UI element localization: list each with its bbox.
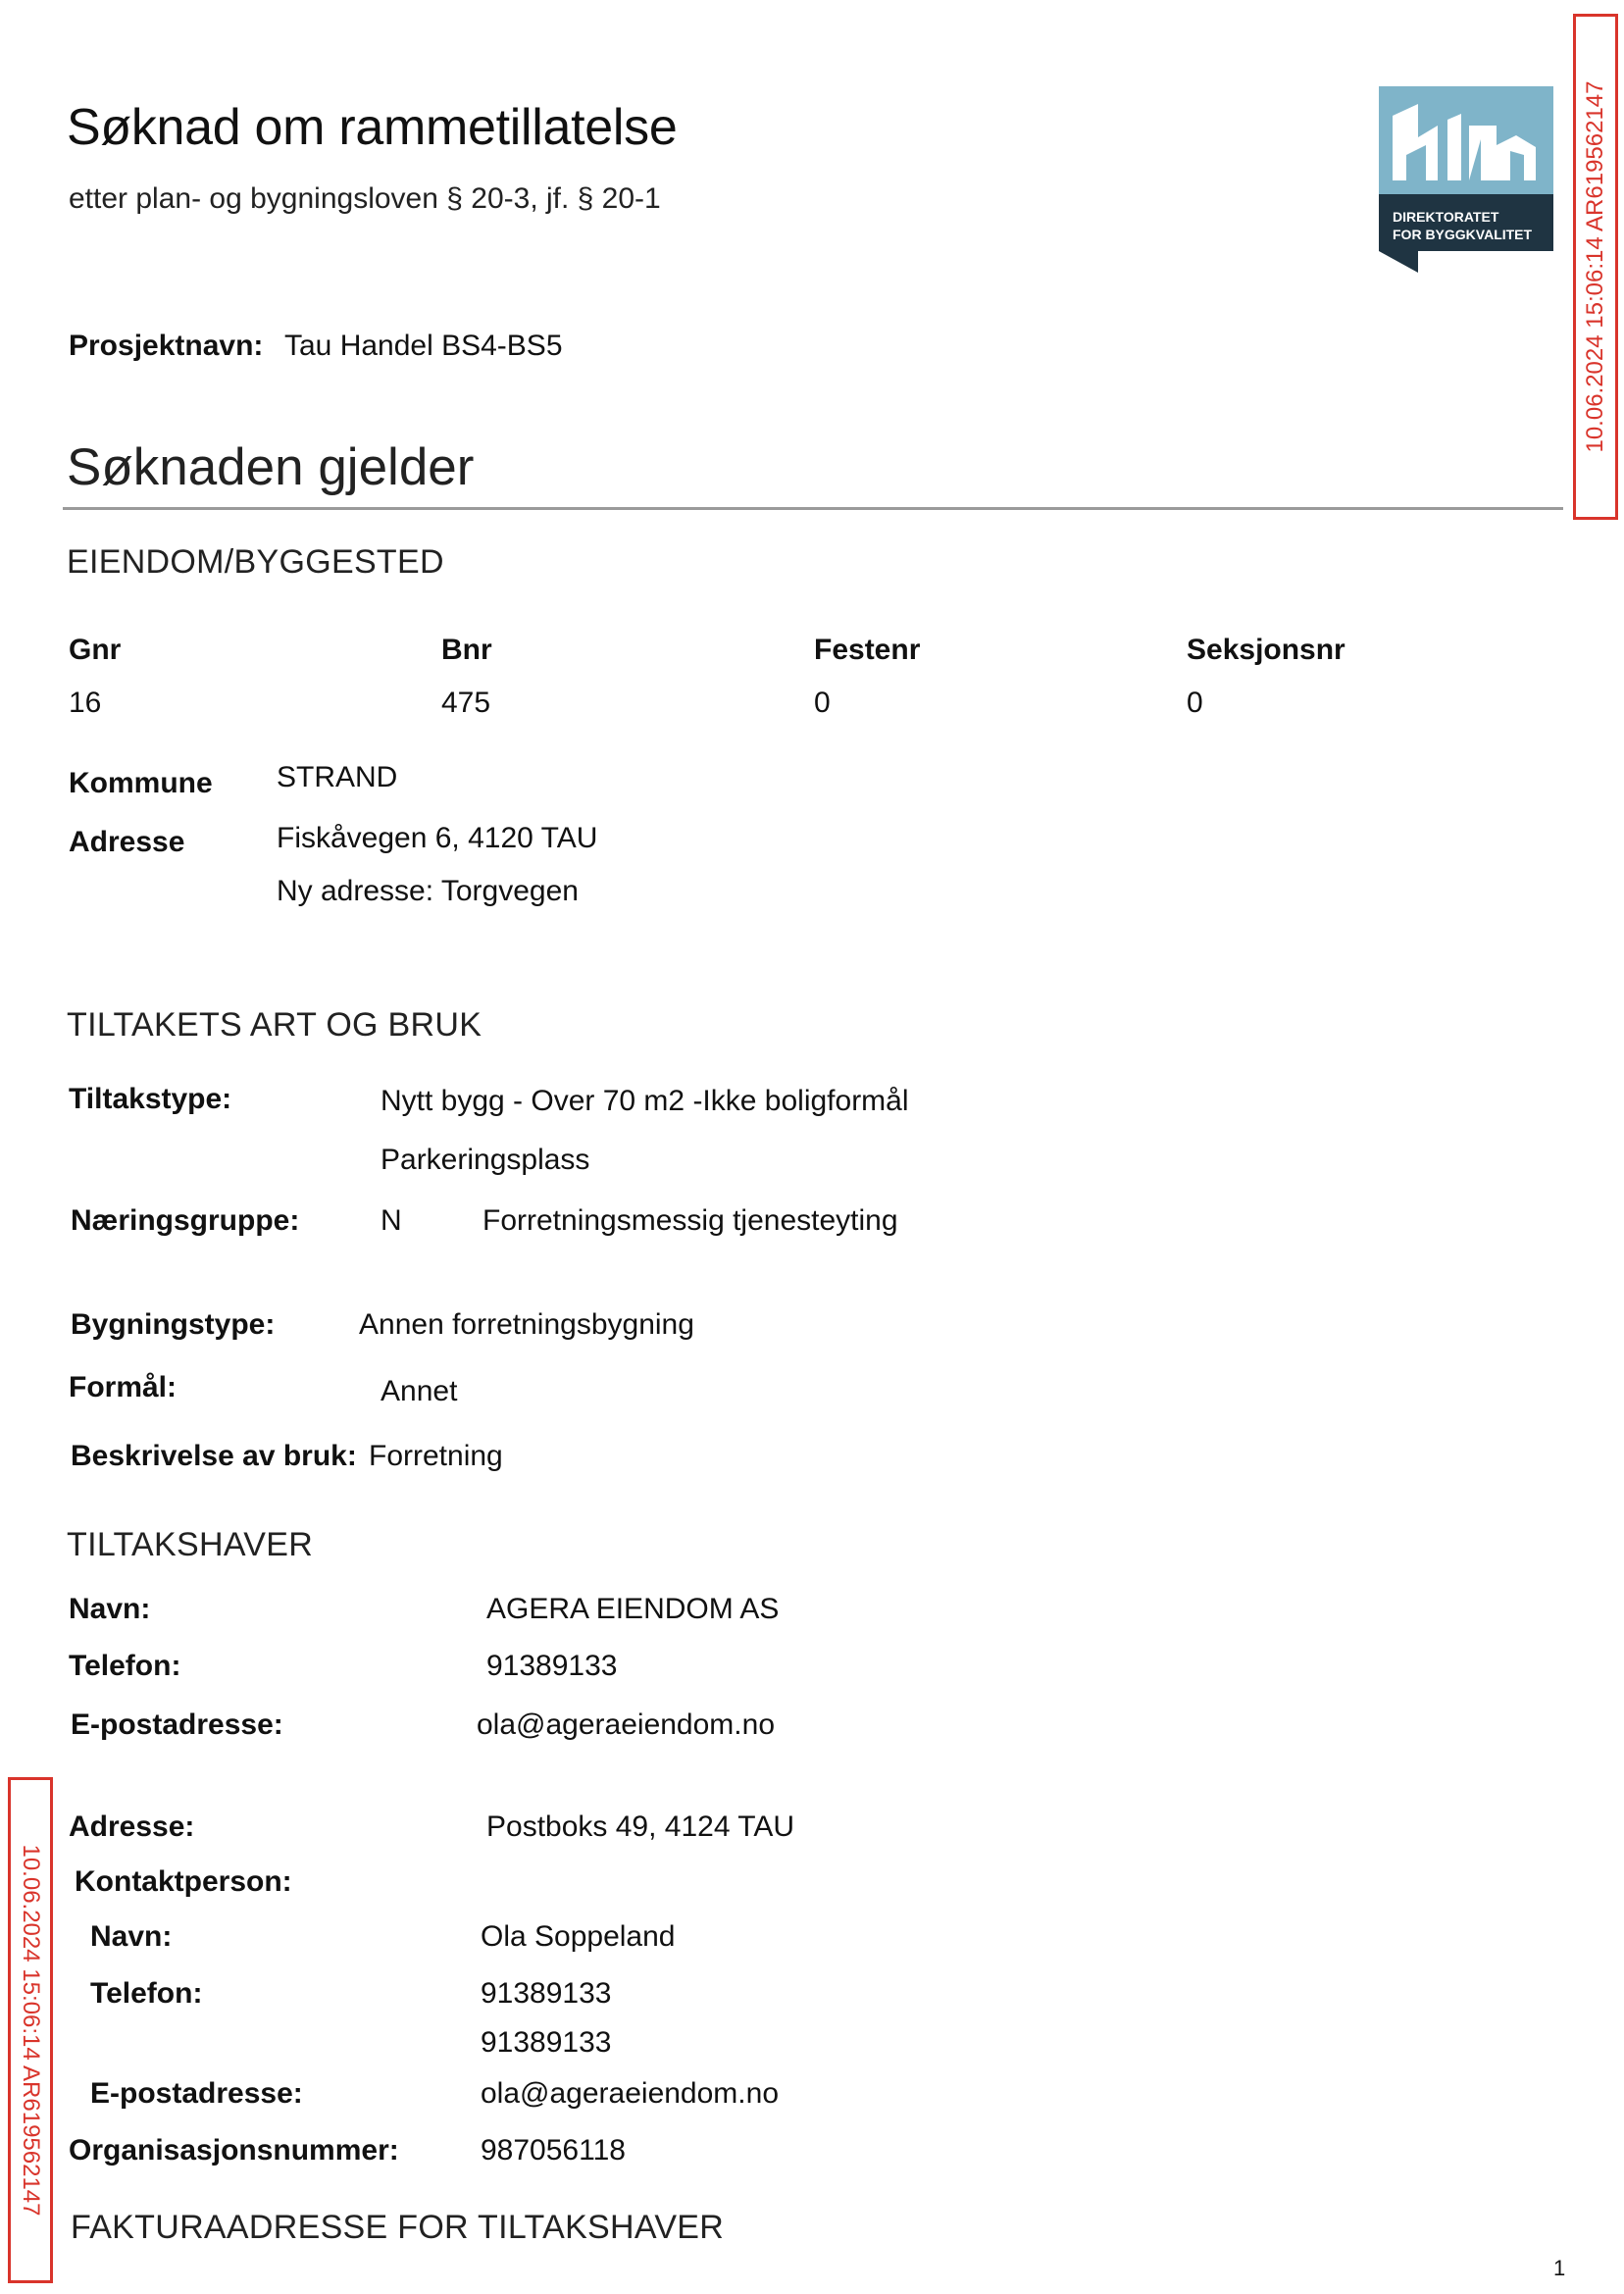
section-tiltak: TILTAKETS ART OG BRUK <box>67 1006 482 1044</box>
ny-adresse-value: Ny adresse: Torgvegen <box>277 875 579 907</box>
project-label: Prosjektnavn: <box>69 330 264 362</box>
val-festenr: 0 <box>814 687 831 719</box>
kontakt-navn-label: Navn: <box>90 1920 173 1953</box>
orgnr-value: 987056118 <box>481 2134 626 2167</box>
tiltakshaver-adresse-value: Postboks 49, 4124 TAU <box>486 1810 795 1843</box>
section-faktura: FAKTURAADRESSE FOR TILTAKSHAVER <box>71 2209 725 2246</box>
tiltakstype-value: Nytt bygg - Over 70 m2 -Ikke boligformål <box>381 1085 909 1117</box>
section-eiendom: EIENDOM/BYGGESTED <box>67 543 444 581</box>
kommune-value: STRAND <box>277 761 398 793</box>
section-heading: Søknaden gjelder <box>67 438 475 496</box>
tiltakstype-label: Tiltakstype: <box>69 1083 232 1115</box>
document-subtitle: etter plan- og bygningsloven § 20-3, jf. § 20-1 <box>69 182 661 215</box>
val-bnr: 475 <box>441 687 491 719</box>
kontakt-epost-value: ola@ageraeiendom.no <box>481 2077 779 2110</box>
heading-rule <box>63 507 1563 510</box>
adresse-value: Fiskåvegen 6, 4120 TAU <box>277 822 598 854</box>
formal-value: Annet <box>381 1375 458 1407</box>
logo-line2: FOR BYGGKVALITET <box>1393 227 1533 242</box>
tiltakstype-value-2: Parkeringsplass <box>381 1144 590 1176</box>
navn-value: AGERA EIENDOM AS <box>486 1593 780 1625</box>
dibk-logo <box>1379 86 1553 273</box>
kommune-label: Kommune <box>69 767 213 799</box>
telefon-value: 91389133 <box>486 1650 618 1682</box>
val-gnr: 16 <box>69 687 102 719</box>
kontaktperson-label: Kontaktperson: <box>75 1865 292 1898</box>
col-festenr: Festenr <box>814 634 921 666</box>
kontakt-telefon-value: 91389133 <box>481 1977 612 2010</box>
stamp-text: 10.06.2024 15:06:14 AR619562147 <box>18 1844 44 2217</box>
bottom-left-stamp <box>8 1777 53 2283</box>
navn-label: Navn: <box>69 1593 151 1625</box>
adresse-label: Adresse <box>69 826 185 858</box>
orgnr-label: Organisasjonsnummer: <box>69 2134 399 2167</box>
bygningstype-value: Annen forretningsbygning <box>359 1308 694 1341</box>
col-seksjonsnr: Seksjonsnr <box>1187 634 1345 666</box>
naeringsgruppe-code: N <box>381 1204 402 1237</box>
kontakt-navn-value: Ola Soppeland <box>481 1920 676 1953</box>
top-right-stamp <box>1573 14 1618 520</box>
kontakt-telefon-label: Telefon: <box>90 1977 203 2010</box>
epost-value: ola@ageraeiendom.no <box>477 1708 775 1741</box>
col-gnr: Gnr <box>69 634 122 666</box>
col-bnr: Bnr <box>441 634 492 666</box>
project-value: Tau Handel BS4-BS5 <box>284 330 563 362</box>
tiltakshaver-adresse-label: Adresse: <box>69 1810 195 1843</box>
formal-label: Formål: <box>69 1371 178 1403</box>
naeringsgruppe-label: Næringsgruppe: <box>71 1204 300 1237</box>
kontakt-epost-label: E-postadresse: <box>90 2077 303 2110</box>
stamp-text: 10.06.2024 15:06:14 AR619562147 <box>1582 80 1608 453</box>
logo-line1: DIREKTORATET <box>1393 209 1499 225</box>
bygningstype-label: Bygningstype: <box>71 1308 276 1341</box>
kontakt-telefon-value-2: 91389133 <box>481 2026 612 2059</box>
val-seksjonsnr: 0 <box>1187 687 1203 719</box>
naeringsgruppe-value: Forretningsmessig tjenesteyting <box>482 1204 898 1237</box>
section-tiltakshaver: TILTAKSHAVER <box>67 1526 314 1563</box>
telefon-label: Telefon: <box>69 1650 181 1682</box>
document-title: Søknad om rammetillatelse <box>67 99 678 156</box>
page-number: 1 <box>1553 2256 1566 2280</box>
beskrivelse-label: Beskrivelse av bruk: <box>71 1440 357 1472</box>
epost-label: E-postadresse: <box>71 1708 283 1741</box>
beskrivelse-value: Forretning <box>369 1440 503 1472</box>
